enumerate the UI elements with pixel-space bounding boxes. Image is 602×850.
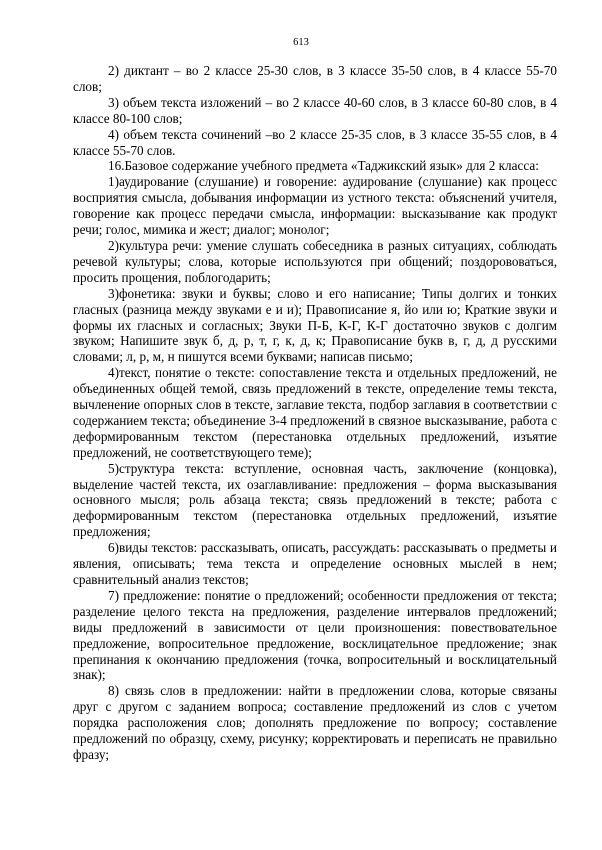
paragraph-section-16-heading: 16.Базовое содержание учебного предмета «Таджикский язык» для 2 класса: <box>108 158 539 174</box>
paragraph-listening-speaking: 1)аудирование (слушание) и говорение: аудирование (слушание) как процесс восприятия смысла, добывания информации из устного текста: объяснений учителя, говорение как процесс передачи смысла, информации: высказывание как продукт речи; голос, мимика и жест; диалог; монолог; <box>73 174 557 238</box>
paragraph-text-concept: 4)текст, понятие о тексте: сопоставление текста и отдельных предложений, не объединенных общей темой, связь предложений в тексте, определение темы текста, вычленение опорных слов в тексте, заглавие текста, подбор заглавия в соответствии с содержанием текста; объединение 3-4 предложений в связное высказывание, работа с деформированным текстом (перестановка отдельных предложений, изъятие предложений, не соответствующего теме); <box>73 365 557 460</box>
paragraph-text-structure: 5)структура текста: вступление, основная часть, заключение (концовка), выделение частей текста, их озаглавливание: предложения – форма высказывания основного мысля; роль абзаца текста; связь предложений в тексте; работа с деформированным текстом (перестановка отдельных предложений, изъятие предложения; <box>73 460 557 540</box>
paragraph-speech-culture: 2)культура речи: умение слушать собеседника в разных ситуациях, соблюдать речевой культуры; слова, которые используются при общений; поздорововаться, просить прощения, поблогодарить; <box>73 237 557 285</box>
paragraph-item-2-dictation: 2) диктант – во 2 классе 25-30 слов, в 3 классе 35-50 слов, в 4 классе 55-70 слов; <box>73 63 557 94</box>
paragraph-item-3-summary-volume: 3) объем текста изложений – во 2 классе 40-60 слов, в 3 классе 60-80 слов, в 4 классе 80-100 слов; <box>73 94 557 126</box>
paragraph-text-types: 6)виды текстов: рассказывать, описать, рассуждать: рассказывать о предметы и явления, описывать; тема текста и определение основных мыслей в нем; сравнительный анализ текстов; <box>73 540 557 587</box>
paragraph-sentence: 7) предложение: понятие о предложений; особенности предложения от текста; разделение целого текста на предложения, разделение интервалов предложений; виды предложений в зависимости от цели произношения: повествовательное предложение, вопросительное предложение, восклицательное предложение; знак препинания к окончанию предложения (точка, вопросительный и восклицательный знак); <box>73 587 557 683</box>
paragraph-phonetics: 3)фонетика: звуки и буквы; слово и его написание; Типы долгих и тонких гласных (разница между звуками е и и); Правописание я, йо или ю; Краткие звуки и формы их гласных и согласных; Звуки П-Б, К-Г, К-Г достаточно звуков с долгим звуком; Напишите звук б, д, р, т, г, к, д, к; Правописание букв в, г, д, д русскими словами; л, р, м, н пишутся всеми буквами; написав письмо; <box>73 285 557 365</box>
page-number: 613 <box>293 37 309 48</box>
paragraph-item-4-essay-volume: 4) объем текста сочинений –во 2 классе 25-35 слов, в 3 классе 35-55 слов, в 4 классе 55-70 слов. <box>73 126 557 158</box>
page-body <box>73 63 557 763</box>
paragraph-word-connection: 8) связь слов в предложении: найти в предложении слова, которые связаны друг с другом с заданием вопроса; составление предложений из слов с учетом порядка расположения слов; дополнять предложение по вопросу; составление предложений по образцу, схему, рисунку; корректировать и переписать не правильно фразу; <box>73 683 557 762</box>
